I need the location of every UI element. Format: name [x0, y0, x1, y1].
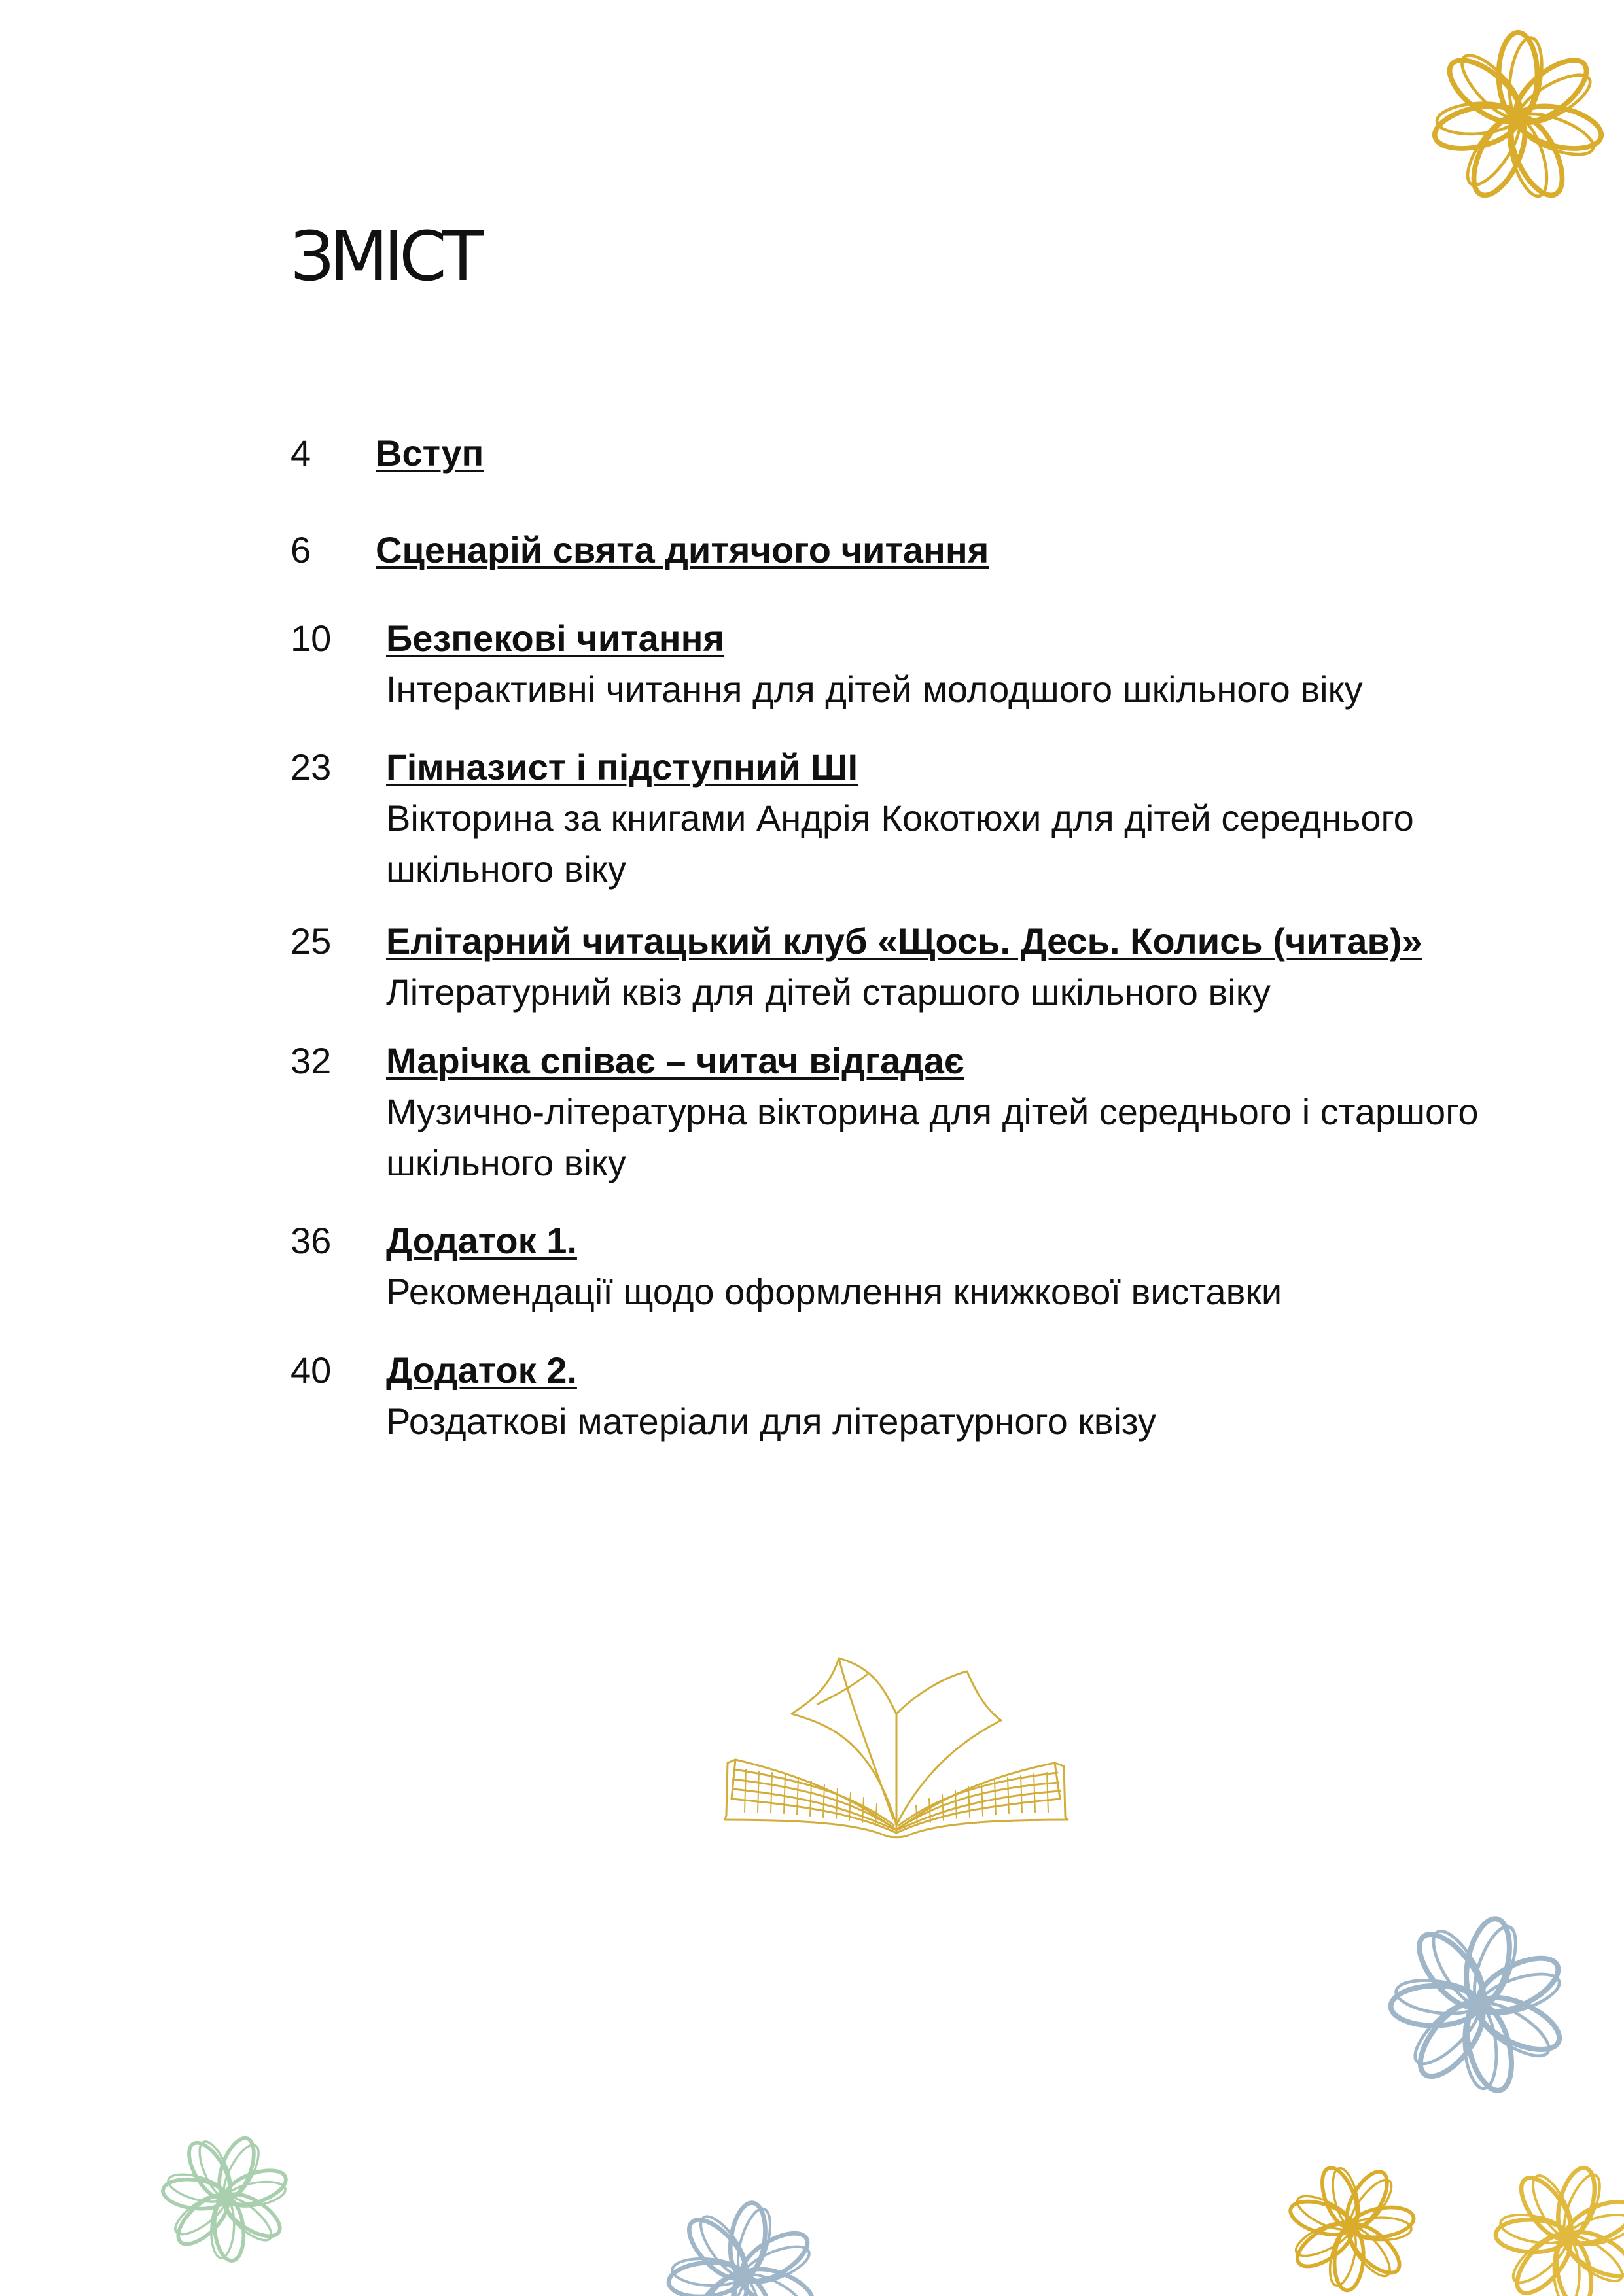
toc-subtitle: Вікторина за книгами Андрія Кокотюхи для дітей середнього шкільного віку [386, 797, 1414, 890]
flower-icon [1374, 1897, 1583, 2113]
toc-link-appendix-1[interactable]: Додаток 1. [386, 1220, 577, 1261]
toc-page-number: 4 [291, 432, 311, 474]
toc-page-number: 32 [291, 1040, 332, 1081]
toc-page-number: 40 [291, 1349, 332, 1391]
toc-subtitle: Музично-літературна вікторина для дітей середнього і старшого шкільного віку [386, 1091, 1479, 1183]
toc-subtitle: Інтерактивні читання для дітей молодшого шкільного віку [386, 669, 1363, 710]
toc-link-marichka[interactable]: Марічка співає – читач відгадає [386, 1040, 964, 1081]
toc-page-number: 25 [291, 920, 332, 962]
toc-link-scenario[interactable]: Сценарій свята дитячого читання [376, 529, 989, 570]
toc-page-number: 23 [291, 746, 332, 788]
page-title: ЗМІСТ [291, 217, 480, 296]
flower-icon [1482, 2152, 1624, 2296]
flower-icon [147, 2119, 304, 2276]
flower-icon [644, 2178, 841, 2296]
toc-page-number: 36 [291, 1220, 332, 1261]
toc-link-gymnasist[interactable]: Гімназист і підступний ШІ [386, 746, 858, 788]
toc-subtitle: Роздаткові матеріали для літературного квізу [386, 1400, 1157, 1442]
open-book-icon [720, 1648, 1073, 1851]
toc-link-elite-club[interactable]: Елітарний читацький клуб «Щось. Десь. Колись (читав)» [386, 920, 1422, 962]
toc-link-safety-readings[interactable]: Безпекові читання [386, 617, 725, 659]
toc-subtitle: Рекомендації щодо оформлення книжкової виставки [386, 1271, 1282, 1312]
toc-subtitle: Літературний квіз для дітей старшого шкільного віку [386, 971, 1271, 1013]
flower-icon [1420, 13, 1616, 222]
toc-page-number: 10 [291, 617, 332, 659]
flower-icon [1273, 2149, 1430, 2296]
toc-link-vstup[interactable]: Вступ [376, 432, 484, 474]
toc-page-number: 6 [291, 529, 311, 570]
toc-link-appendix-2[interactable]: Додаток 2. [386, 1349, 577, 1391]
